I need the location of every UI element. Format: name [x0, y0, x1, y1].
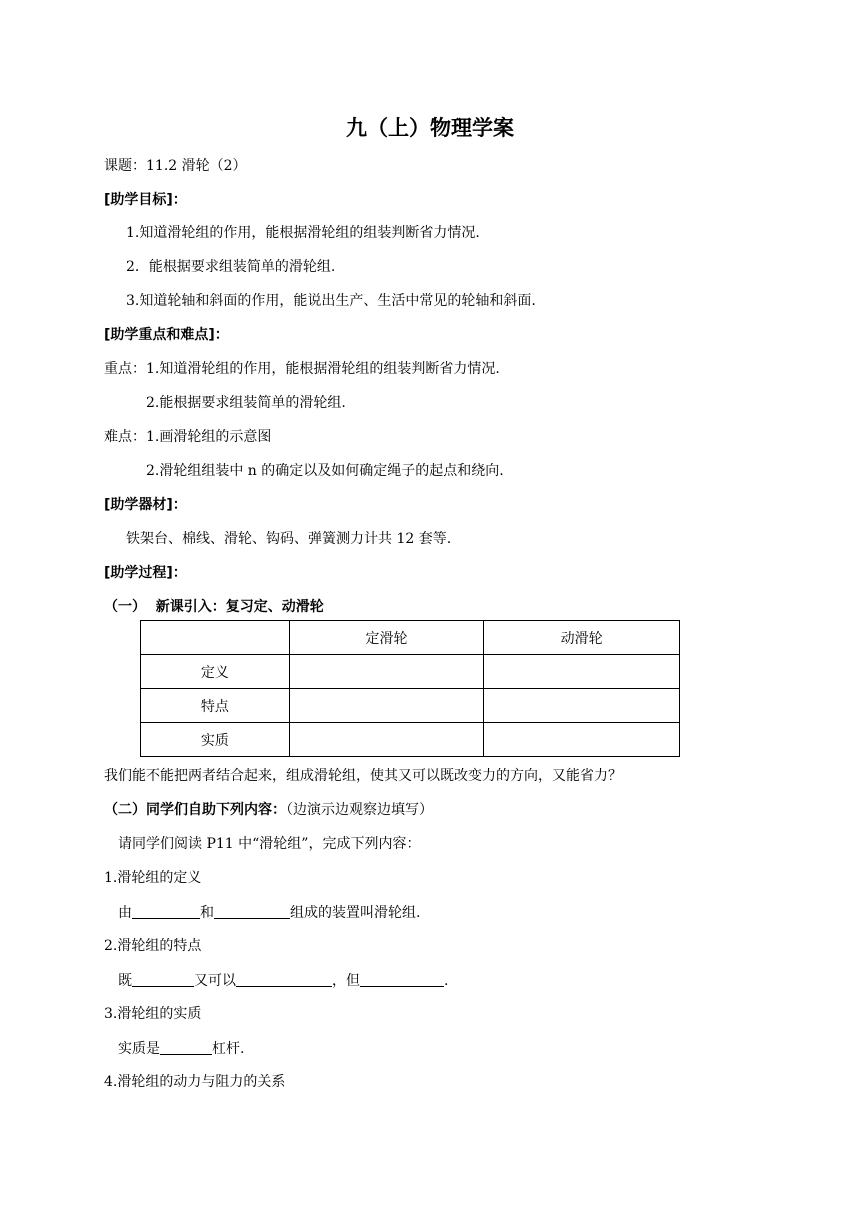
pulley-review-table	[140, 620, 680, 757]
goal-item: 1.知道滑轮组的作用，能根据滑轮组的组装判断省力情况.	[126, 225, 480, 241]
fill-blank[interactable]	[132, 970, 194, 987]
key-item: 2.能根据要求组装简单的滑轮组.	[146, 395, 346, 411]
table-row-label: 定义	[141, 655, 290, 689]
item1-fill-line	[118, 902, 420, 923]
table-header-cell: 定滑轮	[289, 621, 484, 655]
fill-text: 既	[118, 973, 132, 989]
fill-text: .	[444, 973, 449, 989]
difficult-item: 1.画滑轮组的示意图	[146, 429, 272, 445]
fill-text: 由	[118, 905, 132, 921]
item3-fill-line	[118, 1038, 244, 1059]
table-cell	[289, 655, 484, 689]
fill-blank[interactable]	[360, 970, 444, 987]
goals-heading: [助学目标]：	[104, 192, 187, 208]
key-label: 重点：	[104, 361, 146, 377]
table-row-label: 特点	[141, 689, 290, 723]
table-header-row	[141, 621, 680, 655]
section1-label: （一）	[104, 599, 146, 615]
focus-heading: [助学重点和难点]：	[104, 327, 229, 343]
table-cell	[289, 723, 484, 757]
table-row-label: 实质	[141, 723, 290, 757]
combine-question: 我们能不能把两者结合起来，组成滑轮组，使其又可以既改变力的方向，又能省力？	[104, 768, 622, 784]
fill-text: ，但	[332, 973, 360, 989]
page-title: 九（上）物理学案	[346, 116, 514, 140]
table-header-cell	[141, 621, 290, 655]
table-cell	[289, 689, 484, 723]
key-item: 1.知道滑轮组的作用，能根据滑轮组的组装判断省力情况.	[146, 361, 500, 377]
table-row	[141, 689, 680, 723]
reading-instruction: 请同学们阅读 P11 中“滑轮组”，完成下列内容：	[118, 836, 421, 852]
table-row	[141, 723, 680, 757]
fill-text: 和	[200, 905, 214, 921]
table-row	[141, 655, 680, 689]
table-cell	[484, 689, 680, 723]
goal-item: 3.知道轮轴和斜面的作用，能说出生产、生活中常见的轮轴和斜面.	[126, 293, 536, 309]
goal-item: 2．能根据要求组装简单的滑轮组.	[126, 259, 336, 275]
section1-title: 新课引入：复习定、动滑轮	[155, 599, 324, 615]
fill-blank[interactable]	[132, 902, 200, 919]
fill-blank[interactable]	[160, 1038, 212, 1055]
item2-heading: 2.滑轮组的特点	[104, 938, 202, 954]
table-cell	[484, 723, 680, 757]
table-header-cell: 动滑轮	[484, 621, 680, 655]
equipment-text: 铁架台、棉线、滑轮、钩码、弹簧测力计共 12 套等.	[126, 531, 452, 547]
difficult-label: 难点：	[104, 429, 146, 445]
key-point-line	[104, 359, 500, 379]
equipment-heading: [助学器材]：	[104, 497, 187, 513]
difficult-item: 2.滑轮组组装中 n 的确定以及如何确定绳子的起点和绕向.	[146, 463, 504, 479]
difficult-point-line	[104, 427, 271, 447]
fill-blank[interactable]	[214, 902, 290, 919]
section2-title: （二）同学们自助下列内容：	[104, 802, 286, 818]
section1-heading	[104, 597, 324, 617]
section2-heading	[104, 800, 433, 820]
topic-line: 课题：11.2 滑轮（2）	[104, 158, 247, 174]
process-heading: [助学过程]：	[104, 565, 187, 581]
item3-heading: 3.滑轮组的实质	[104, 1006, 202, 1022]
table-cell	[484, 655, 680, 689]
fill-text: 杠杆.	[212, 1041, 245, 1057]
item1-heading: 1.滑轮组的定义	[104, 870, 202, 886]
item2-fill-line	[118, 970, 448, 991]
fill-blank[interactable]	[236, 970, 332, 987]
section2-note: （边演示边观察边填写）	[286, 802, 433, 818]
fill-text: 组成的装置叫滑轮组.	[290, 905, 421, 921]
fill-text: 又可以	[194, 973, 236, 989]
fill-text: 实质是	[118, 1041, 160, 1057]
item4-heading: 4.滑轮组的动力与阻力的关系	[104, 1074, 286, 1090]
